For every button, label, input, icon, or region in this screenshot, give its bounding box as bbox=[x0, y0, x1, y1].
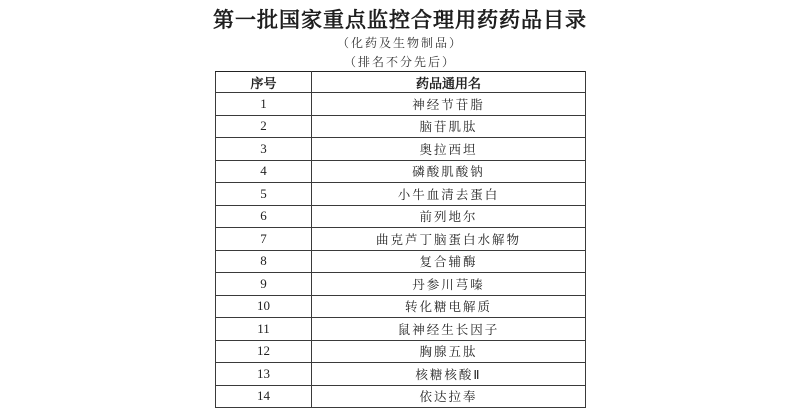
row-number: 3 bbox=[216, 138, 312, 161]
row-number: 9 bbox=[216, 273, 312, 296]
document-subtitle-order-note: （排名不分先后） bbox=[343, 55, 456, 69]
table-row bbox=[216, 160, 586, 183]
table-row bbox=[216, 340, 586, 363]
drug-name: 神经节苷脂 bbox=[312, 93, 586, 116]
row-number: 13 bbox=[216, 363, 312, 386]
column-header-number: 序号 bbox=[216, 72, 312, 93]
table-row bbox=[216, 93, 586, 116]
table-row bbox=[216, 115, 586, 138]
drug-name: 前列地尔 bbox=[312, 205, 586, 228]
drug-name: 复合辅酶 bbox=[312, 250, 586, 273]
drug-name: 核糖核酸Ⅱ bbox=[312, 363, 586, 386]
table-row bbox=[216, 228, 586, 251]
row-number: 1 bbox=[216, 93, 312, 116]
drug-name: 磷酸肌酸钠 bbox=[312, 160, 586, 183]
row-number: 14 bbox=[216, 385, 312, 408]
table-row bbox=[216, 138, 586, 161]
row-number: 2 bbox=[216, 115, 312, 138]
table-row bbox=[216, 363, 586, 386]
table-row bbox=[216, 273, 586, 296]
drug-name: 小牛血清去蛋白 bbox=[312, 183, 586, 206]
drug-name: 奥拉西坦 bbox=[312, 138, 586, 161]
drug-name: 曲克芦丁脑蛋白水解物 bbox=[312, 228, 586, 251]
row-number: 6 bbox=[216, 205, 312, 228]
table-row bbox=[216, 295, 586, 318]
row-number: 8 bbox=[216, 250, 312, 273]
row-number: 12 bbox=[216, 340, 312, 363]
row-number: 5 bbox=[216, 183, 312, 206]
column-header-drug-name: 药品通用名 bbox=[312, 72, 586, 93]
drug-name: 转化糖电解质 bbox=[312, 295, 586, 318]
drug-name: 依达拉奉 bbox=[312, 385, 586, 408]
document-subtitle-category: （化药及生物制品） bbox=[336, 36, 463, 50]
row-number: 10 bbox=[216, 295, 312, 318]
row-number: 4 bbox=[216, 160, 312, 183]
table-row bbox=[216, 318, 586, 341]
table-row bbox=[216, 385, 586, 408]
row-number: 7 bbox=[216, 228, 312, 251]
row-number: 11 bbox=[216, 318, 312, 341]
drug-list-table bbox=[215, 71, 586, 408]
table-row bbox=[216, 250, 586, 273]
drug-name: 鼠神经生长因子 bbox=[312, 318, 586, 341]
table-header-row bbox=[216, 72, 586, 93]
table-row bbox=[216, 183, 586, 206]
drug-name: 脑苷肌肽 bbox=[312, 115, 586, 138]
drug-name: 丹参川芎嗪 bbox=[312, 273, 586, 296]
document-title: 第一批国家重点监控合理用药药品目录 bbox=[213, 8, 587, 32]
table-row bbox=[216, 205, 586, 228]
drug-name: 胸腺五肽 bbox=[312, 340, 586, 363]
